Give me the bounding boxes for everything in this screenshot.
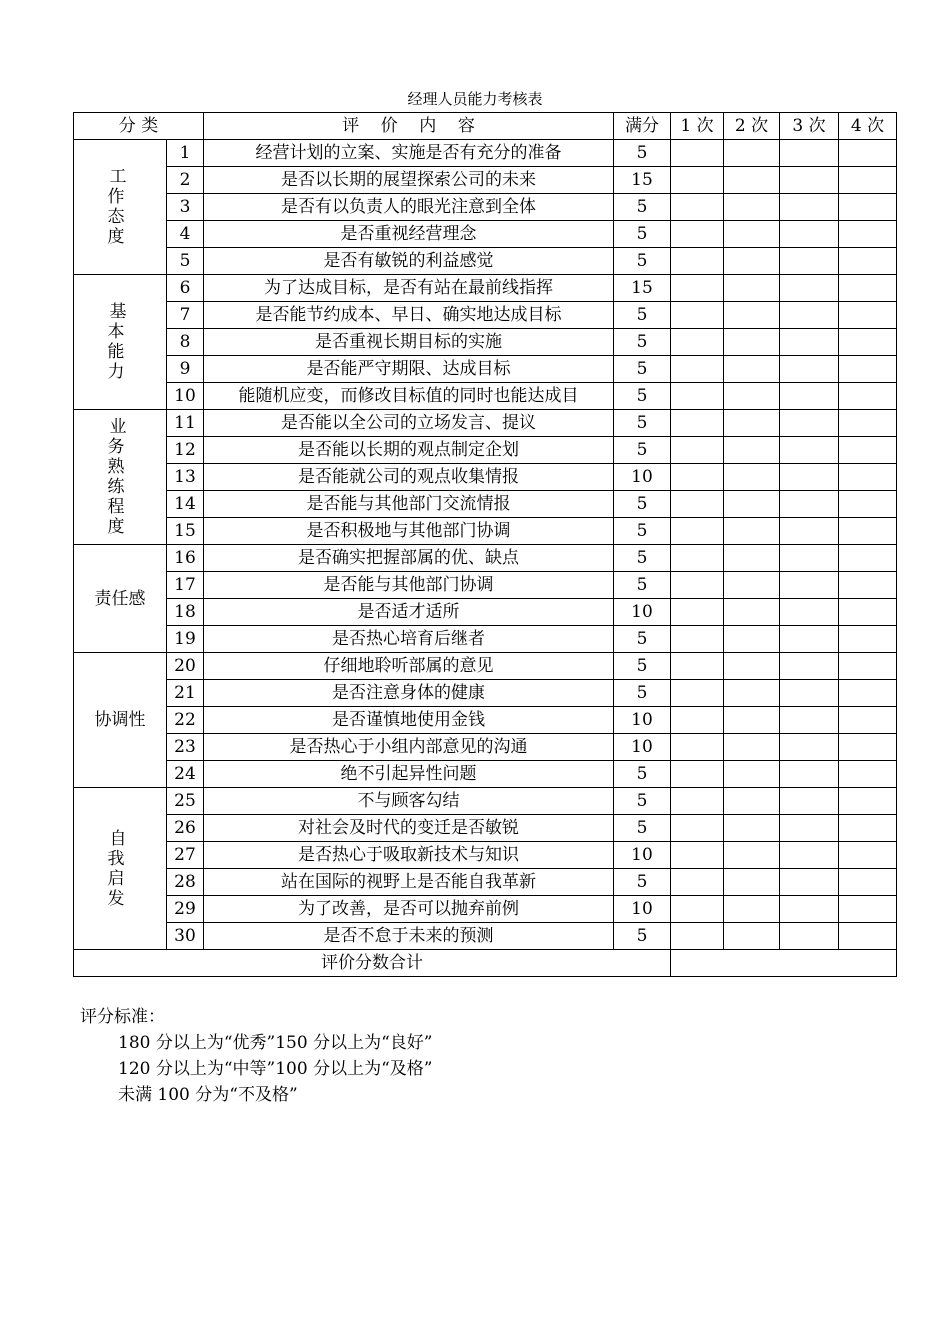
item-number: 23 — [167, 734, 204, 761]
score-cell-round-3[interactable] — [780, 410, 839, 437]
item-number: 12 — [167, 437, 204, 464]
score-cell-round-1[interactable] — [671, 194, 724, 221]
item-full-score: 5 — [614, 491, 671, 518]
category-cell — [74, 140, 167, 275]
score-cell-round-2[interactable] — [724, 410, 780, 437]
score-cell-round-4[interactable] — [839, 491, 897, 518]
item-number: 13 — [167, 464, 204, 491]
score-cell-round-2[interactable] — [724, 329, 780, 356]
header-round-1: 1 次 — [671, 113, 724, 140]
score-cell-round-2[interactable] — [724, 815, 780, 842]
category-cell — [74, 788, 167, 950]
score-cell-round-3[interactable] — [780, 707, 839, 734]
category-label: 业务熟练程度 — [107, 417, 135, 537]
score-cell-round-1[interactable] — [671, 842, 724, 869]
score-cell-round-4[interactable] — [839, 221, 897, 248]
item-full-score: 10 — [614, 896, 671, 923]
item-number: 21 — [167, 680, 204, 707]
score-cell-round-4[interactable] — [839, 815, 897, 842]
score-cell-round-1[interactable] — [671, 221, 724, 248]
score-cell-round-2[interactable] — [724, 437, 780, 464]
score-cell-round-1[interactable] — [671, 410, 724, 437]
table-row — [74, 302, 897, 329]
score-cell-round-2[interactable] — [724, 896, 780, 923]
criteria-heading: 评分标准： — [80, 1007, 165, 1027]
score-cell-round-1[interactable] — [671, 734, 724, 761]
score-cell-round-3[interactable] — [780, 491, 839, 518]
item-number: 14 — [167, 491, 204, 518]
item-number: 5 — [167, 248, 204, 275]
category-cell — [74, 653, 167, 788]
item-number: 7 — [167, 302, 204, 329]
score-cell-round-3[interactable] — [780, 221, 839, 248]
table-row — [74, 437, 897, 464]
item-content: 是否有敏锐的利益感觉 — [204, 248, 614, 275]
item-full-score: 10 — [614, 707, 671, 734]
score-cell-round-4[interactable] — [839, 356, 897, 383]
score-cell-round-3[interactable] — [780, 356, 839, 383]
item-number: 27 — [167, 842, 204, 869]
item-content: 是否注意身体的健康 — [204, 680, 614, 707]
score-cell-round-2[interactable] — [724, 140, 780, 167]
table-row — [74, 491, 897, 518]
score-cell-round-2[interactable] — [724, 680, 780, 707]
table-row — [74, 545, 897, 572]
score-cell-round-1[interactable] — [671, 788, 724, 815]
item-content: 是否以长期的展望探索公司的未来 — [204, 167, 614, 194]
item-full-score: 5 — [614, 437, 671, 464]
score-cell-round-3[interactable] — [780, 869, 839, 896]
table-row — [74, 842, 897, 869]
score-cell-round-1[interactable] — [671, 599, 724, 626]
score-cell-round-2[interactable] — [724, 545, 780, 572]
score-cell-round-4[interactable] — [839, 842, 897, 869]
score-cell-round-4[interactable] — [839, 329, 897, 356]
score-cell-round-1[interactable] — [671, 248, 724, 275]
item-content: 为了达成目标，是否有站在最前线指挥 — [204, 275, 614, 302]
header-content: 评 价 内 容 — [204, 113, 614, 140]
total-row — [74, 950, 897, 977]
score-cell-round-3[interactable] — [780, 923, 839, 950]
score-cell-round-3[interactable] — [780, 194, 839, 221]
score-cell-round-1[interactable] — [671, 545, 724, 572]
item-content: 不与顾客勾结 — [204, 788, 614, 815]
item-number: 18 — [167, 599, 204, 626]
item-number: 6 — [167, 275, 204, 302]
item-full-score: 5 — [614, 572, 671, 599]
score-cell-round-3[interactable] — [780, 680, 839, 707]
score-cell-round-4[interactable] — [839, 302, 897, 329]
item-number: 4 — [167, 221, 204, 248]
score-cell-round-4[interactable] — [839, 275, 897, 302]
score-cell-round-4[interactable] — [839, 545, 897, 572]
score-cell-round-3[interactable] — [780, 383, 839, 410]
score-cell-round-4[interactable] — [839, 680, 897, 707]
total-label: 评价分数合计 — [74, 950, 671, 977]
table-row — [74, 275, 897, 302]
score-cell-round-3[interactable] — [780, 464, 839, 491]
item-content: 是否能与其他部门协调 — [204, 572, 614, 599]
score-cell-round-4[interactable] — [839, 167, 897, 194]
item-full-score: 10 — [614, 464, 671, 491]
criteria-line: 180 分以上为“优秀”150 分以上为“良好” — [118, 1033, 433, 1053]
item-content: 是否有以负责人的眼光注意到全体 — [204, 194, 614, 221]
table-row — [74, 329, 897, 356]
item-number: 26 — [167, 815, 204, 842]
score-cell-round-1[interactable] — [671, 653, 724, 680]
score-cell-round-3[interactable] — [780, 545, 839, 572]
score-cell-round-1[interactable] — [671, 302, 724, 329]
table-row — [74, 383, 897, 410]
item-number: 9 — [167, 356, 204, 383]
item-content: 是否积极地与其他部门协调 — [204, 518, 614, 545]
item-number: 19 — [167, 626, 204, 653]
item-content: 是否确实把握部属的优、缺点 — [204, 545, 614, 572]
table-row — [74, 572, 897, 599]
table-row — [74, 140, 897, 167]
score-cell-round-4[interactable] — [839, 653, 897, 680]
table-row — [74, 518, 897, 545]
item-full-score: 10 — [614, 734, 671, 761]
item-full-score: 5 — [614, 410, 671, 437]
item-number: 16 — [167, 545, 204, 572]
score-cell-round-1[interactable] — [671, 572, 724, 599]
score-cell-round-4[interactable] — [839, 140, 897, 167]
score-cell-round-1[interactable] — [671, 464, 724, 491]
score-cell-round-2[interactable] — [724, 869, 780, 896]
item-full-score: 5 — [614, 329, 671, 356]
item-content: 是否重视经营理念 — [204, 221, 614, 248]
item-number: 15 — [167, 518, 204, 545]
item-number: 30 — [167, 923, 204, 950]
score-cell-round-4[interactable] — [839, 518, 897, 545]
score-cell-round-2[interactable] — [724, 221, 780, 248]
score-cell-round-1[interactable] — [671, 923, 724, 950]
total-value-cell[interactable] — [671, 950, 897, 977]
category-label: 责任感 — [94, 588, 146, 609]
score-cell-round-2[interactable] — [724, 194, 780, 221]
score-cell-round-2[interactable] — [724, 275, 780, 302]
score-cell-round-3[interactable] — [780, 248, 839, 275]
table-row — [74, 680, 897, 707]
score-cell-round-3[interactable] — [780, 653, 839, 680]
item-content: 站在国际的视野上是否能自我革新 — [204, 869, 614, 896]
item-full-score: 5 — [614, 545, 671, 572]
item-number: 11 — [167, 410, 204, 437]
item-number: 8 — [167, 329, 204, 356]
score-cell-round-4[interactable] — [839, 194, 897, 221]
header-round-2: 2 次 — [724, 113, 780, 140]
score-cell-round-2[interactable] — [724, 302, 780, 329]
item-content: 能随机应变，而修改目标值的同时也能达成目 — [204, 383, 614, 410]
item-number: 17 — [167, 572, 204, 599]
score-cell-round-2[interactable] — [724, 653, 780, 680]
header-round-4: 4 次 — [839, 113, 897, 140]
item-content: 绝不引起异性问题 — [204, 761, 614, 788]
score-cell-round-3[interactable] — [780, 734, 839, 761]
item-full-score: 5 — [614, 518, 671, 545]
item-content: 经营计划的立案、实施是否有充分的准备 — [204, 140, 614, 167]
score-cell-round-2[interactable] — [724, 491, 780, 518]
item-full-score: 5 — [614, 248, 671, 275]
score-cell-round-1[interactable] — [671, 518, 724, 545]
score-cell-round-3[interactable] — [780, 626, 839, 653]
score-cell-round-3[interactable] — [780, 275, 839, 302]
item-content: 是否热心于吸取新技术与知识 — [204, 842, 614, 869]
item-content: 是否能与其他部门交流情报 — [204, 491, 614, 518]
item-content: 是否不怠于未来的预测 — [204, 923, 614, 950]
score-cell-round-1[interactable] — [671, 896, 724, 923]
form-title: 经理人员能力考核表 — [407, 90, 543, 108]
score-cell-round-2[interactable] — [724, 842, 780, 869]
item-content: 是否适才适所 — [204, 599, 614, 626]
score-cell-round-2[interactable] — [724, 923, 780, 950]
item-content: 是否能严守期限、达成目标 — [204, 356, 614, 383]
item-full-score: 5 — [614, 788, 671, 815]
score-cell-round-3[interactable] — [780, 140, 839, 167]
table-row — [74, 896, 897, 923]
table-row — [74, 194, 897, 221]
criteria-line: 120 分以上为“中等”100 分以上为“及格” — [118, 1059, 433, 1079]
table-row — [74, 410, 897, 437]
score-cell-round-2[interactable] — [724, 356, 780, 383]
score-cell-round-2[interactable] — [724, 464, 780, 491]
item-full-score: 15 — [614, 167, 671, 194]
table-row — [74, 626, 897, 653]
table-row — [74, 599, 897, 626]
item-full-score: 5 — [614, 302, 671, 329]
score-cell-round-3[interactable] — [780, 761, 839, 788]
item-full-score: 5 — [614, 815, 671, 842]
score-cell-round-4[interactable] — [839, 572, 897, 599]
score-cell-round-3[interactable] — [780, 572, 839, 599]
score-cell-round-4[interactable] — [839, 734, 897, 761]
score-cell-round-1[interactable] — [671, 761, 724, 788]
score-cell-round-1[interactable] — [671, 140, 724, 167]
score-cell-round-1[interactable] — [671, 356, 724, 383]
header-row — [74, 113, 897, 140]
item-number: 25 — [167, 788, 204, 815]
score-cell-round-1[interactable] — [671, 815, 724, 842]
evaluation-table — [73, 112, 897, 977]
table-row — [74, 923, 897, 950]
header-category: 分 类 — [74, 113, 204, 140]
score-cell-round-2[interactable] — [724, 599, 780, 626]
item-full-score: 5 — [614, 356, 671, 383]
score-cell-round-3[interactable] — [780, 437, 839, 464]
score-cell-round-2[interactable] — [724, 572, 780, 599]
score-cell-round-4[interactable] — [839, 788, 897, 815]
item-full-score: 5 — [614, 140, 671, 167]
score-cell-round-4[interactable] — [839, 761, 897, 788]
score-cell-round-3[interactable] — [780, 842, 839, 869]
score-cell-round-3[interactable] — [780, 518, 839, 545]
item-number: 22 — [167, 707, 204, 734]
item-full-score: 15 — [614, 275, 671, 302]
score-cell-round-3[interactable] — [780, 329, 839, 356]
table-row — [74, 869, 897, 896]
item-content: 是否能以全公司的立场发言、提议 — [204, 410, 614, 437]
item-number: 3 — [167, 194, 204, 221]
item-number: 20 — [167, 653, 204, 680]
item-content: 是否能以长期的观点制定企划 — [204, 437, 614, 464]
category-label: 自 我 启 发 — [107, 828, 135, 909]
item-full-score: 5 — [614, 680, 671, 707]
score-cell-round-1[interactable] — [671, 491, 724, 518]
score-cell-round-2[interactable] — [724, 167, 780, 194]
item-content: 是否能就公司的观点收集情报 — [204, 464, 614, 491]
score-cell-round-4[interactable] — [839, 707, 897, 734]
score-cell-round-1[interactable] — [671, 707, 724, 734]
category-cell — [74, 275, 167, 410]
score-cell-round-1[interactable] — [671, 275, 724, 302]
item-number: 1 — [167, 140, 204, 167]
item-number: 29 — [167, 896, 204, 923]
item-full-score: 5 — [614, 626, 671, 653]
score-cell-round-3[interactable] — [780, 788, 839, 815]
table-row — [74, 707, 897, 734]
score-cell-round-4[interactable] — [839, 248, 897, 275]
table-row — [74, 167, 897, 194]
table-row — [74, 356, 897, 383]
table-row — [74, 815, 897, 842]
item-full-score: 5 — [614, 383, 671, 410]
item-content: 是否能节约成本、早日、确实地达成目标 — [204, 302, 614, 329]
score-cell-round-1[interactable] — [671, 167, 724, 194]
score-cell-round-2[interactable] — [724, 248, 780, 275]
criteria-line: 未满 100 分为“不及格” — [118, 1085, 298, 1105]
score-cell-round-3[interactable] — [780, 302, 839, 329]
item-full-score: 5 — [614, 761, 671, 788]
header-full-score: 满分 — [614, 113, 671, 140]
table-row — [74, 788, 897, 815]
item-number: 10 — [167, 383, 204, 410]
item-full-score: 5 — [614, 869, 671, 896]
table-row — [74, 761, 897, 788]
score-cell-round-2[interactable] — [724, 626, 780, 653]
category-label: 基 本 能 力 — [107, 302, 135, 382]
item-full-score: 5 — [614, 923, 671, 950]
score-cell-round-4[interactable] — [839, 923, 897, 950]
score-cell-round-2[interactable] — [724, 788, 780, 815]
score-cell-round-4[interactable] — [839, 896, 897, 923]
score-cell-round-4[interactable] — [839, 383, 897, 410]
score-cell-round-2[interactable] — [724, 518, 780, 545]
score-cell-round-4[interactable] — [839, 437, 897, 464]
score-cell-round-1[interactable] — [671, 383, 724, 410]
score-cell-round-2[interactable] — [724, 734, 780, 761]
item-full-score: 10 — [614, 842, 671, 869]
score-cell-round-4[interactable] — [839, 410, 897, 437]
score-cell-round-3[interactable] — [780, 815, 839, 842]
score-cell-round-2[interactable] — [724, 707, 780, 734]
score-cell-round-4[interactable] — [839, 599, 897, 626]
category-cell — [74, 545, 167, 653]
score-cell-round-1[interactable] — [671, 680, 724, 707]
score-cell-round-2[interactable] — [724, 761, 780, 788]
category-cell — [74, 410, 167, 545]
item-full-score: 5 — [614, 194, 671, 221]
table-row — [74, 734, 897, 761]
item-content: 是否重视长期目标的实施 — [204, 329, 614, 356]
item-content: 为了改善，是否可以抛弃前例 — [204, 896, 614, 923]
item-content: 是否谨慎地使用金钱 — [204, 707, 614, 734]
item-content: 仔细地聆听部属的意见 — [204, 653, 614, 680]
item-number: 2 — [167, 167, 204, 194]
item-number: 24 — [167, 761, 204, 788]
category-label: 工 作 态 度 — [107, 167, 135, 247]
score-cell-round-1[interactable] — [671, 437, 724, 464]
item-content: 是否热心于小组内部意见的沟通 — [204, 734, 614, 761]
table-row — [74, 248, 897, 275]
score-cell-round-1[interactable] — [671, 869, 724, 896]
item-full-score: 5 — [614, 221, 671, 248]
score-cell-round-4[interactable] — [839, 626, 897, 653]
score-cell-round-3[interactable] — [780, 167, 839, 194]
scoring-criteria — [80, 1004, 432, 1108]
score-cell-round-4[interactable] — [839, 464, 897, 491]
table-row — [74, 653, 897, 680]
item-content: 是否热心培育后继者 — [204, 626, 614, 653]
score-cell-round-4[interactable] — [839, 869, 897, 896]
item-number: 28 — [167, 869, 204, 896]
item-full-score: 10 — [614, 599, 671, 626]
header-round-3: 3 次 — [780, 113, 839, 140]
score-cell-round-1[interactable] — [671, 626, 724, 653]
table-row — [74, 464, 897, 491]
score-cell-round-3[interactable] — [780, 896, 839, 923]
score-cell-round-3[interactable] — [780, 599, 839, 626]
score-cell-round-2[interactable] — [724, 383, 780, 410]
category-label: 协调性 — [94, 710, 146, 730]
item-full-score: 5 — [614, 653, 671, 680]
score-cell-round-1[interactable] — [671, 329, 724, 356]
table-row — [74, 221, 897, 248]
item-content: 对社会及时代的变迁是否敏锐 — [204, 815, 614, 842]
